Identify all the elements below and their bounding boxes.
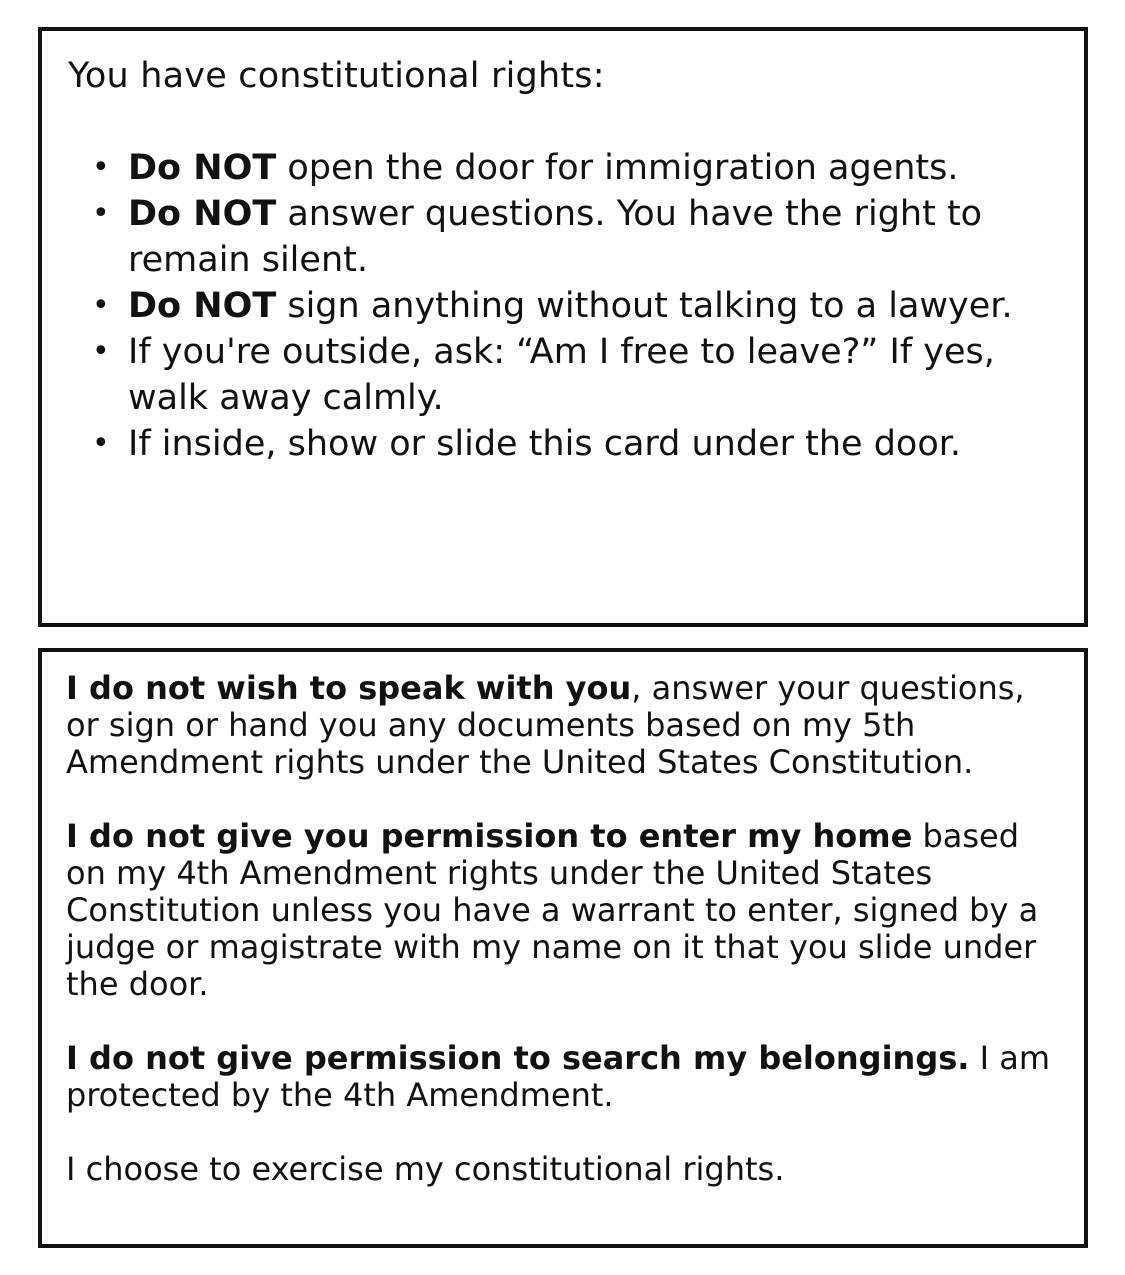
rights-card-bottom — [38, 648, 1088, 1248]
bullet-icon: • — [92, 150, 110, 185]
statement-text: , answer your questions, or sign or hand you any documents based on my 5th Amendment rights under the United States Constitution. — [66, 669, 1025, 781]
statement-paragraph — [66, 670, 1064, 781]
item-text: sign anything without talking to a lawyer. — [276, 286, 1013, 326]
rights-list-item — [68, 191, 1060, 283]
item-text: answer questions. You have the right to remain silent. — [128, 194, 983, 280]
statement-text: I choose to exercise my constitutional rights. — [66, 1150, 785, 1188]
rights-card-top — [38, 27, 1088, 627]
rights-list-item — [68, 283, 1060, 329]
bullet-icon: • — [92, 196, 110, 231]
statement-paragraph — [66, 1040, 1064, 1114]
statement-text: based on my 4th Amendment rights under the United States Constitution unless you have a warrant to enter, signed by a judge or magistrate with my name on it that you slide under the door. — [66, 817, 1039, 1003]
bullet-icon: • — [92, 288, 110, 323]
item-text: open the door for immigration agents. — [276, 148, 959, 188]
rights-list-item — [68, 329, 1060, 421]
rights-list-item — [68, 421, 1060, 467]
statement-emphasis: I do not give permission to search my belongings. — [66, 1039, 970, 1077]
rights-list — [68, 145, 1060, 467]
statement-paragraph — [66, 1151, 1064, 1188]
item-emphasis: Do NOT — [128, 286, 277, 326]
statement-emphasis: I do not wish to speak with you — [66, 669, 632, 707]
item-text: If inside, show or slide this card under the door. — [128, 424, 962, 464]
statement-text: I am protected by the 4th Amendment. — [66, 1039, 1050, 1114]
item-text: If you're outside, ask: “Am I free to leave?” If yes, walk away calmly. — [128, 332, 995, 418]
statement-paragraph — [66, 818, 1064, 1003]
item-emphasis: Do NOT — [128, 148, 277, 188]
bullet-icon: • — [92, 426, 110, 461]
rights-list-item — [68, 145, 1060, 191]
statement-emphasis: I do not give you permission to enter my home — [66, 817, 913, 855]
bullet-icon: • — [92, 334, 110, 369]
item-emphasis: Do NOT — [128, 194, 277, 234]
rights-intro: You have constitutional rights: — [68, 56, 605, 96]
